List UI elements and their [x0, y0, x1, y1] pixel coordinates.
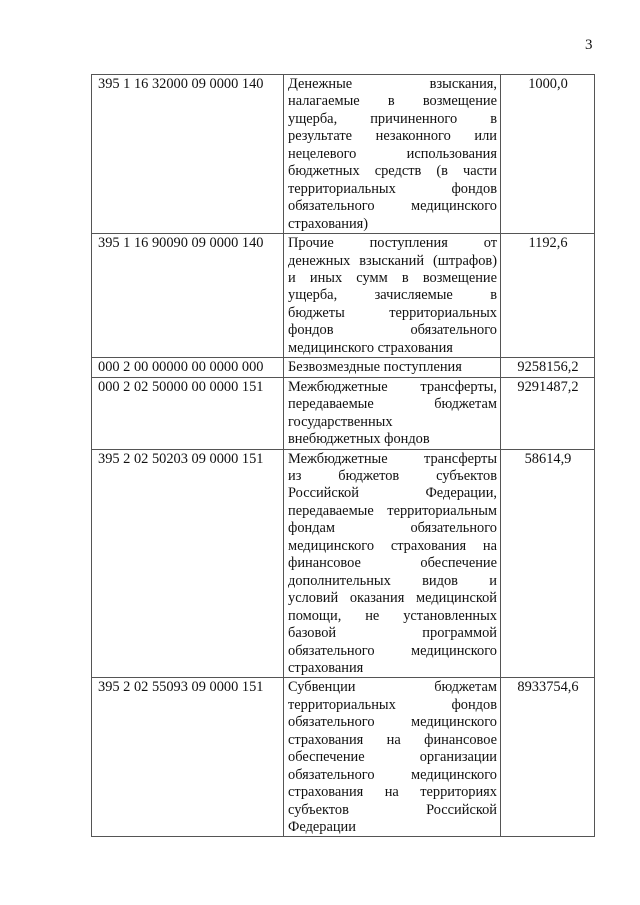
description-line: Федерации — [288, 819, 356, 836]
table-row — [92, 377, 595, 449]
amount-cell: 1000,0 — [501, 75, 595, 234]
table-row — [92, 234, 595, 358]
description-line: государственных — [288, 413, 393, 430]
description-line: Межбюджетные трансферты, — [288, 378, 497, 395]
budget-code-cell: 000 2 02 50000 00 0000 151 — [92, 377, 284, 449]
amount-cell: 9258156,2 — [501, 358, 595, 377]
description-line: территориальных фондов — [288, 696, 497, 713]
description-line: помощи, не установленных — [288, 607, 497, 624]
description-line: дополнительных видов и — [288, 572, 497, 589]
description-line: и иных сумм в возмещение — [288, 269, 497, 286]
budget-code-cell: 395 2 02 55093 09 0000 151 — [92, 678, 284, 837]
description-line: ущерба, причиненного в — [288, 110, 497, 127]
table-row — [92, 75, 595, 234]
description-line: бюджетных средств (в части — [288, 163, 497, 180]
description-cell — [284, 234, 501, 358]
description-line: фондов обязательного — [288, 322, 497, 339]
description-line: передаваемые территориальным — [288, 502, 497, 519]
description-line: нецелевого использования — [288, 145, 497, 162]
description-line: фондам обязательного — [288, 520, 497, 537]
description-line: медицинского страхования — [288, 339, 453, 356]
budget-code-cell: 000 2 00 00000 00 0000 000 — [92, 358, 284, 377]
table-row — [92, 358, 595, 377]
page-number: 3 — [585, 37, 593, 53]
description-line: страхования на территориях — [288, 784, 497, 801]
description-cell — [284, 377, 501, 449]
description-cell — [284, 678, 501, 837]
description-line: медицинского страхования на — [288, 537, 497, 554]
budget-table — [91, 74, 595, 837]
amount-cell: 58614,9 — [501, 449, 595, 678]
amount-cell: 8933754,6 — [501, 678, 595, 837]
description-line: обязательного медицинского — [288, 642, 497, 659]
description-line: финансовое обеспечение — [288, 555, 497, 572]
description-line: из бюджетов субъектов — [288, 467, 497, 484]
description-line: налагаемые в возмещение — [288, 93, 497, 110]
description-line: денежных взысканий (штрафов) — [288, 252, 497, 269]
description-cell — [284, 358, 501, 377]
amount-cell: 9291487,2 — [501, 377, 595, 449]
budget-code-cell: 395 1 16 32000 09 0000 140 — [92, 75, 284, 234]
description-line: обязательного медицинского — [288, 198, 497, 215]
description-line: Субвенции бюджетам — [288, 679, 497, 696]
description-line: обязательного медицинского — [288, 766, 497, 783]
budget-code-cell: 395 2 02 50203 09 0000 151 — [92, 449, 284, 678]
description-line: Российской Федерации, — [288, 485, 497, 502]
description-line: обеспечение организации — [288, 749, 497, 766]
description-line: страхования — [288, 659, 364, 676]
description-line: результате незаконного или — [288, 128, 497, 145]
description-line: внебюджетных фондов — [288, 431, 430, 448]
description-line: Безвозмездные поступления — [288, 359, 462, 376]
table-row — [92, 449, 595, 678]
description-line: субъектов Российской — [288, 801, 497, 818]
description-line: территориальных фондов — [288, 180, 497, 197]
description-line: бюджеты территориальных — [288, 304, 497, 321]
budget-code-cell: 395 1 16 90090 09 0000 140 — [92, 234, 284, 358]
description-line: условий оказания медицинской — [288, 590, 497, 607]
description-line: Прочие поступления от — [288, 235, 497, 252]
description-line: Межбюджетные трансферты — [288, 450, 497, 467]
description-line: страхования) — [288, 215, 369, 232]
description-cell — [284, 75, 501, 234]
amount-cell: 1192,6 — [501, 234, 595, 358]
description-cell — [284, 449, 501, 678]
description-line: обязательного медицинского — [288, 714, 497, 731]
description-line: передаваемые бюджетам — [288, 396, 497, 413]
description-line: базовой программой — [288, 625, 497, 642]
description-line: ущерба, зачисляемые в — [288, 287, 497, 304]
description-line: Денежные взыскания, — [288, 76, 497, 92]
description-line: страхования на финансовое — [288, 731, 497, 748]
table-row — [92, 678, 595, 837]
